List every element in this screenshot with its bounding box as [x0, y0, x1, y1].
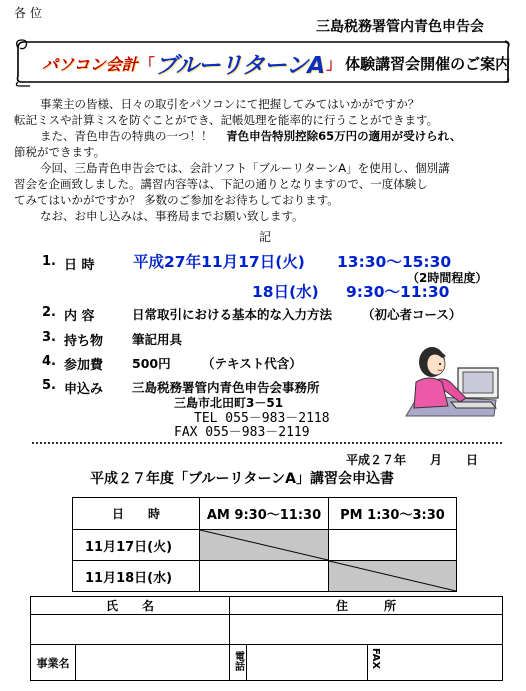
applicant-table: [30, 596, 503, 681]
schedule-cell-nov18-pm-closed: [329, 561, 457, 592]
content-note: （初心者コース）: [362, 307, 462, 322]
body-line-5: 今回、三島青色申告会では、会計ソフト「ブルーリターンA」を使用し、個別講: [40, 161, 450, 175]
body-line-3-normal: また、青色申告の特典の一つ！！: [40, 129, 213, 143]
addressee: 各 位: [14, 6, 42, 20]
schedule-header-am: AM 9:30～11:30: [200, 498, 329, 530]
form-date-line: 平成２７年 月 日: [346, 453, 479, 467]
date-2: 18日(水): [252, 283, 319, 301]
item-2-number: 2.: [42, 305, 56, 320]
schedule-header-date: 日 時: [73, 498, 200, 530]
item-4-number: 4.: [42, 354, 56, 369]
organization-name: 三島税務署管内青色申告会: [316, 19, 484, 35]
body-line-2: 転記ミスや計算ミスを防ぐことができ、記帳処理を能率的に行うことができます。: [14, 113, 439, 127]
schedule-cell-nov17-am-closed: [200, 530, 329, 561]
applicant-name-header: 氏 名: [31, 597, 230, 615]
item-4-label: 参加費: [64, 358, 104, 373]
closed-diagonal-icon: [200, 530, 328, 560]
duration-note: （2時間程度）: [407, 271, 488, 285]
phone-label: 電話: [232, 651, 244, 671]
item-5-label: 申込み: [64, 382, 104, 397]
banner-bracket-close: 」: [326, 54, 342, 73]
item-2-label: 内 容: [64, 309, 95, 324]
phone-field[interactable]: [247, 645, 368, 681]
fee-value: 500円: [132, 356, 171, 371]
content-value: 日常取引における基本的な入力方法: [132, 307, 333, 322]
body-line-8: なお、お申し込みは、事務局までお願い致します。: [40, 209, 304, 223]
applicant-address-field[interactable]: [230, 615, 503, 645]
ki-heading: 記: [259, 230, 272, 244]
applicant-address-header: 住 所: [230, 597, 503, 615]
apply-tel: TEL 055－983－2118: [194, 411, 330, 426]
schedule-header-pm: PM 1:30～3:30: [329, 498, 457, 530]
item-3-number: 3.: [42, 330, 56, 345]
woman-at-computer-icon: [396, 336, 506, 422]
item-1-number: 1.: [42, 254, 56, 269]
body-line-7: てみてはいかがですか？ 多数のご参加をお待ちしております。: [14, 193, 339, 207]
body-line-3-bold: 青色申告特別控除65万円の適用が受けられ、: [226, 129, 462, 143]
banner-prefix: パソコン会計: [42, 54, 138, 74]
schedule-cell-nov18-am[interactable]: [200, 561, 329, 592]
closed-diagonal-icon: [329, 561, 456, 591]
cut-line-divider: [32, 442, 502, 444]
banner-suffix: 体験講習会開催のご案内: [345, 54, 511, 73]
fee-note: （テキスト代含）: [202, 356, 302, 371]
schedule-table: [72, 497, 457, 592]
item-1-label: 日 時: [64, 258, 95, 273]
apply-office: 三島税務署管内青色申告会事務所: [132, 380, 320, 395]
apply-address: 三島市北田町3－51: [174, 396, 284, 410]
schedule-row-nov18: 11月18日(水): [73, 561, 200, 592]
body-line-3: [40, 128, 461, 144]
date-1: 平成27年11月17日(火): [133, 253, 305, 271]
bring-value: 筆記用具: [132, 332, 183, 347]
fax-cell[interactable]: [368, 645, 503, 681]
title-banner: [14, 38, 511, 88]
time-1: 13:30～15:30: [337, 253, 452, 271]
banner-product-name: ブルーリターンA: [154, 52, 325, 79]
business-label: 事業名: [31, 645, 76, 681]
schedule-cell-nov17-pm[interactable]: [329, 530, 457, 561]
banner-bracket-open: 「: [139, 54, 155, 73]
body-line-4: 節税ができます。: [14, 145, 106, 159]
item-3-label: 持ち物: [64, 334, 104, 349]
applicant-name-field[interactable]: [31, 615, 230, 645]
apply-fax: FAX 055－983－2119: [174, 425, 310, 440]
item-5-number: 5.: [42, 378, 56, 393]
fax-label: FAX: [370, 648, 381, 670]
time-2: 9:30～11:30: [346, 283, 450, 301]
body-line-1: 事業主の皆様、日々の取引をパソコンにて把握してみてはいかがですか？: [40, 97, 420, 111]
body-line-6: 習会を企画致しました。講習内容等は、下記の通りとなりますので、一度体験し: [14, 177, 428, 191]
business-field[interactable]: [76, 645, 230, 681]
schedule-row-nov17: 11月17日(火): [73, 530, 200, 561]
form-title: 平成２７年度「ブルーリターンA」講習会申込書: [90, 471, 394, 487]
